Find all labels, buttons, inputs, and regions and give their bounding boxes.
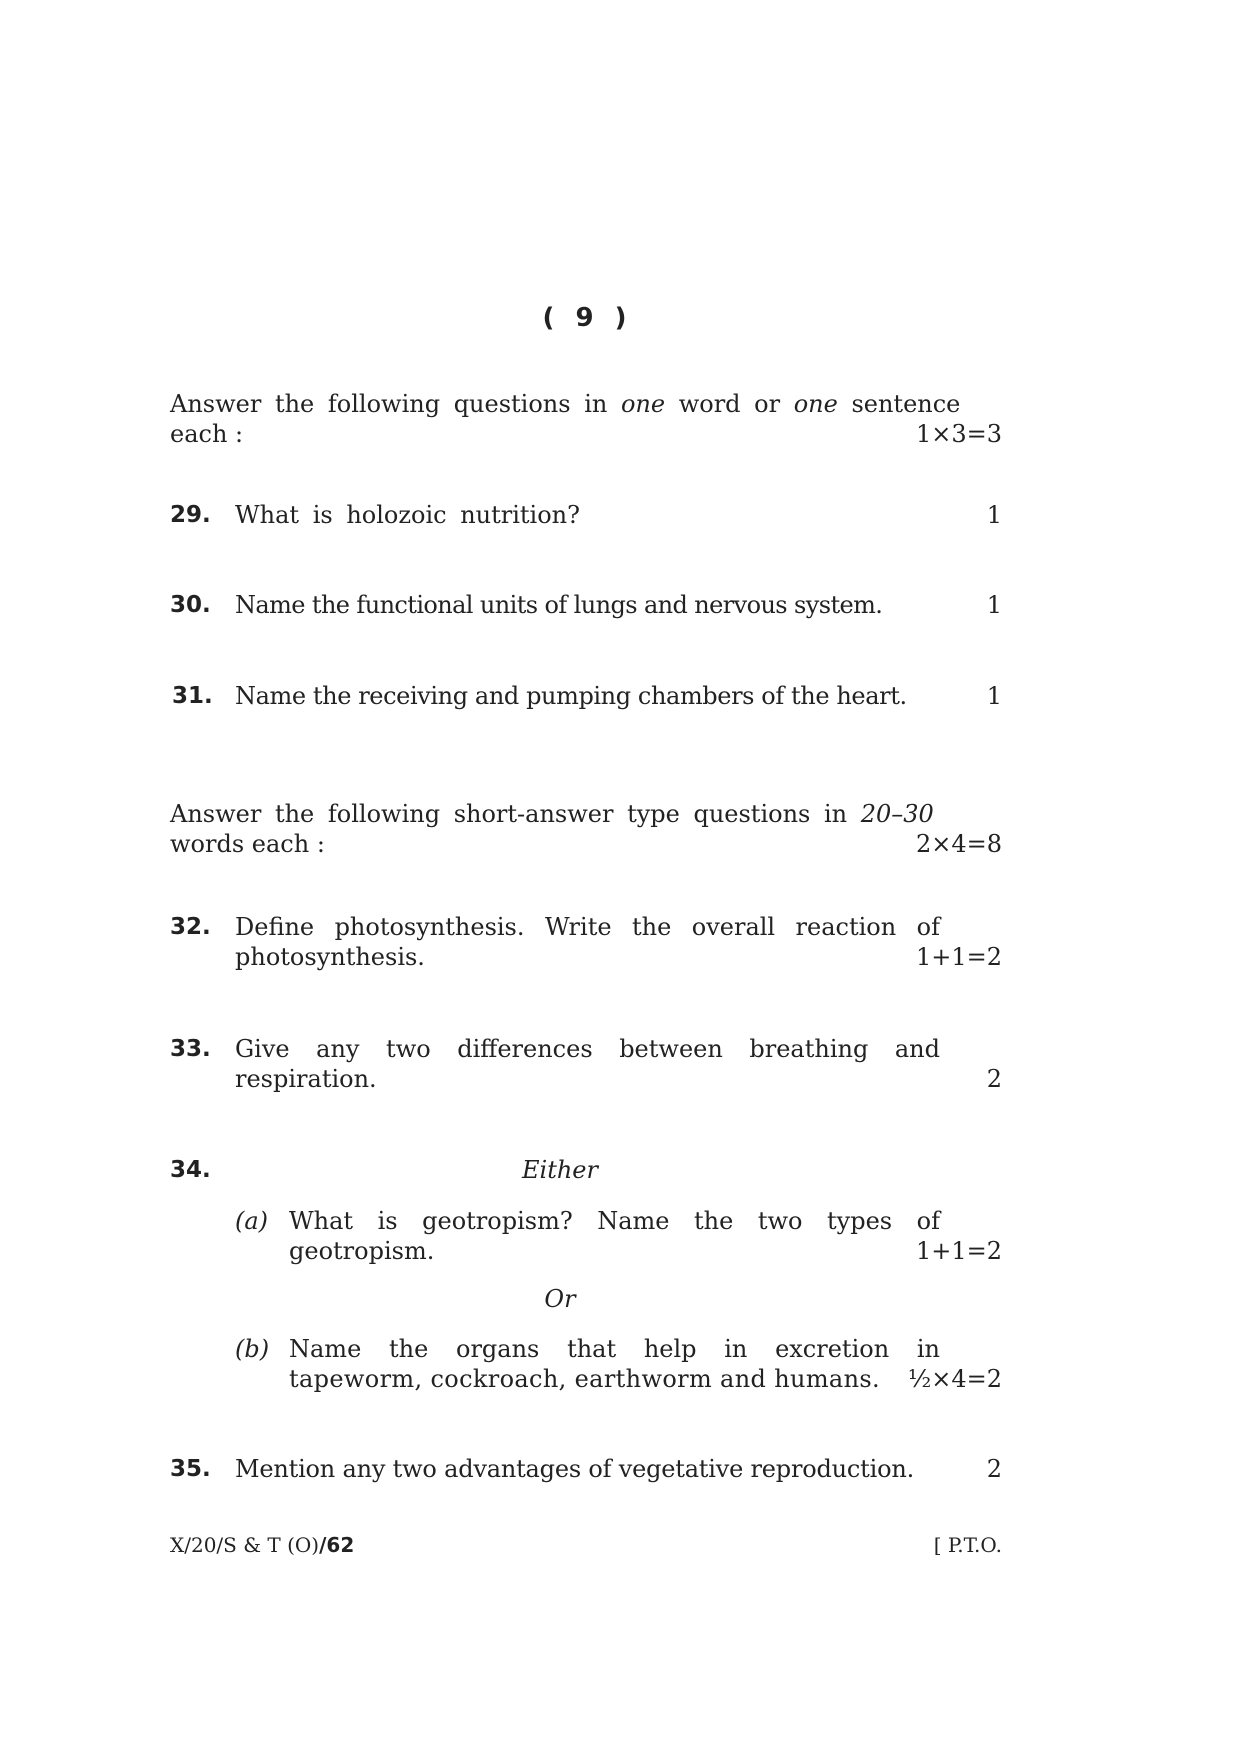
question-34-number: 34. bbox=[170, 1157, 211, 1183]
section-1-marks: 1×3=3 bbox=[915, 420, 1002, 448]
question-33-text: Give any two differences between breathing and bbox=[235, 1035, 940, 1063]
section-2-instruction-line2: words each : bbox=[170, 830, 325, 858]
option-b-text-line2: tapeworm, cockroach, earthworm and humans. bbox=[289, 1365, 881, 1393]
option-b-text: Name the organs that help in excretion in bbox=[289, 1335, 940, 1363]
question-35-marks: 2 bbox=[986, 1455, 1002, 1483]
question-29-text: What is holozoic nutrition? bbox=[235, 501, 580, 529]
question-32-number: 32. bbox=[170, 914, 211, 940]
question-33-marks: 2 bbox=[986, 1065, 1002, 1093]
footer-code-number: /62 bbox=[319, 1533, 355, 1557]
footer-pto: [ P.T.O. bbox=[933, 1533, 1002, 1557]
question-29-marks: 1 bbox=[986, 501, 1002, 529]
emph-one-1: one bbox=[620, 390, 666, 418]
question-32-text: Define photosynthesis. Write the overall reaction of bbox=[235, 913, 940, 941]
emph-word-range: 20–30 bbox=[860, 800, 934, 828]
question-30-marks: 1 bbox=[986, 591, 1002, 619]
option-a-marks: 1+1=2 bbox=[915, 1237, 1002, 1265]
option-a-label: (a) bbox=[235, 1207, 269, 1235]
option-b-marks: ½×4=2 bbox=[907, 1365, 1002, 1393]
option-a-text-line2: geotropism. bbox=[289, 1237, 435, 1265]
either-label: Either bbox=[522, 1156, 598, 1184]
question-32-marks: 1+1=2 bbox=[915, 943, 1002, 971]
option-b-label: (b) bbox=[235, 1335, 270, 1363]
footer-code-text: X/20/S & T (O) bbox=[170, 1533, 320, 1557]
section-1-instruction-line2: each : bbox=[170, 420, 244, 448]
section-2-marks: 2×4=8 bbox=[915, 830, 1002, 858]
section-2-instruction: Answer the following short-answer type questions in 20–30 bbox=[170, 800, 934, 828]
question-31-text: Name the receiving and pumping chambers of the heart. bbox=[235, 682, 907, 710]
question-31-number: 31. bbox=[172, 683, 213, 709]
or-label: Or bbox=[544, 1285, 576, 1313]
emph-one-2: one bbox=[793, 390, 838, 418]
question-32-text-line2: photosynthesis. bbox=[235, 943, 425, 971]
question-33-text-line2: respiration. bbox=[235, 1065, 377, 1093]
question-35-text: Mention any two advantages of vegetative reproduction. bbox=[235, 1455, 915, 1483]
section-1-instruction: Answer the following questions in one word or one sentence bbox=[170, 390, 961, 418]
question-35-number: 35. bbox=[170, 1456, 211, 1482]
page-number: ( 9 ) bbox=[542, 303, 633, 333]
option-a-text: What is geotropism? Name the two types of bbox=[289, 1207, 940, 1235]
footer-code bbox=[170, 1532, 354, 1558]
question-31-marks: 1 bbox=[986, 682, 1002, 710]
question-33-number: 33. bbox=[170, 1036, 211, 1062]
question-30-number: 30. bbox=[170, 592, 211, 618]
question-30-text: Name the functional units of lungs and nervous system. bbox=[235, 591, 883, 619]
question-29-number: 29. bbox=[170, 502, 211, 528]
